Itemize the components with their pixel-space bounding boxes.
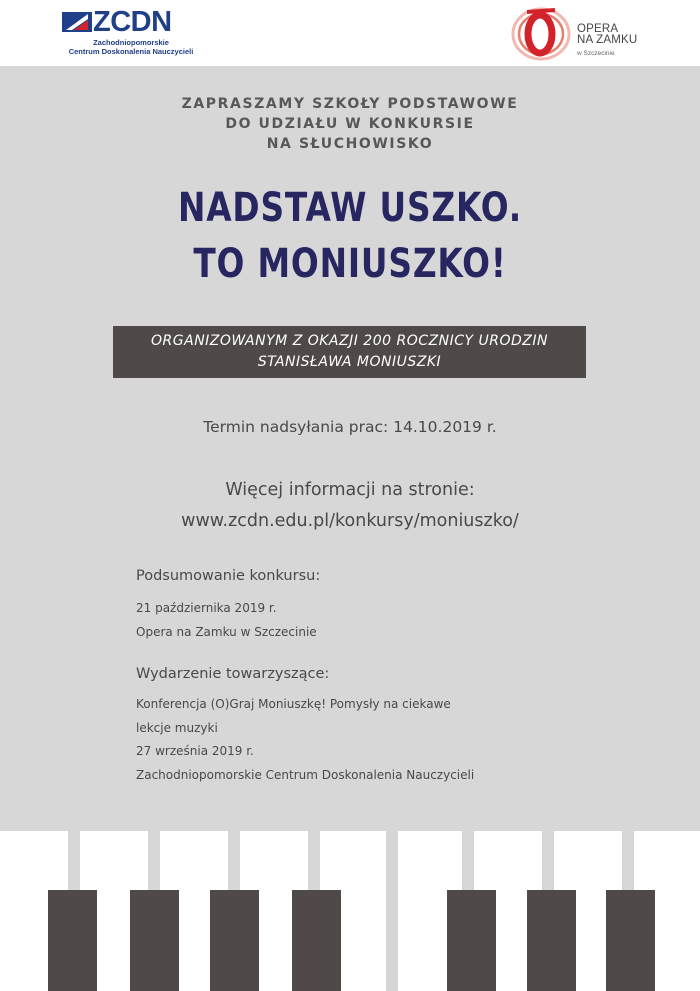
event-details [136, 693, 474, 787]
occasion-text [113, 331, 586, 373]
more-info-label: Więcej informacji na stronie: [225, 480, 475, 500]
occasion-line1: ORGANIZOWANYM Z OKAZJI 200 ROCZNICY URODZIN [151, 333, 548, 349]
piano-black-keys [48, 890, 655, 991]
header [0, 0, 700, 66]
zcdn-subtitle-line1: Zachodniopomorskie [93, 38, 169, 47]
event-heading: Wydarzenie towarzyszące: [136, 666, 330, 682]
poster-title [63, 180, 637, 292]
event-line1: Konferencja (O)Graj Moniuszkę! Pomysły na ciekawe [136, 697, 451, 711]
opera-logo-text [577, 24, 637, 46]
deadline-text: Termin nadsyłania prac: 14.10.2019 r. [203, 418, 497, 436]
opera-o-icon [505, 4, 577, 62]
invite-text [0, 94, 700, 154]
title-line2: TO MONIUSZKO! [193, 241, 507, 287]
more-info-url: www.zcdn.edu.pl/konkursy/moniuszko/ [181, 511, 519, 531]
occasion-band [113, 326, 586, 378]
event-date: 27 września 2019 r. [136, 744, 254, 758]
zcdn-logo [62, 6, 202, 62]
zcdn-subtitle-line2: Centrum Doskonalenia Nauczycieli [68, 47, 194, 56]
summary-date: 21 października 2019 r. [136, 601, 277, 615]
event-line2: lekcje muzyki [136, 720, 218, 735]
zcdn-flag-icon [62, 10, 92, 34]
opera-line1: OPERA [577, 23, 619, 35]
opera-logo [505, 4, 655, 62]
opera-line2: NA ZAMKU [577, 34, 638, 46]
title-line1: NADSTAW USZKO. [177, 185, 523, 231]
occasion-line2: STANISŁAWA MONIUSZKI [257, 354, 442, 370]
event-place: Zachodniopomorskie Centrum Doskonalenia Nauczycieli [136, 767, 475, 782]
zcdn-logo-subtitle [62, 38, 200, 56]
opera-line3: w Szczecinie [577, 50, 615, 57]
invite-line2: DO UDZIAŁU W KONKURSIE [225, 116, 475, 132]
more-info [0, 475, 700, 537]
piano-keys-graphic [0, 831, 700, 991]
invite-line3: NA SŁUCHOWISKO [266, 136, 434, 152]
summary-place: Opera na Zamku w Szczecinie [136, 625, 317, 639]
summary-heading: Podsumowanie konkursu: [136, 568, 321, 584]
piano-keys [0, 831, 700, 991]
summary-details [136, 596, 317, 644]
invite-line1: ZAPRASZAMY SZKOŁY PODSTAWOWE [181, 96, 519, 112]
zcdn-logo-text: ZCDN [93, 6, 172, 38]
